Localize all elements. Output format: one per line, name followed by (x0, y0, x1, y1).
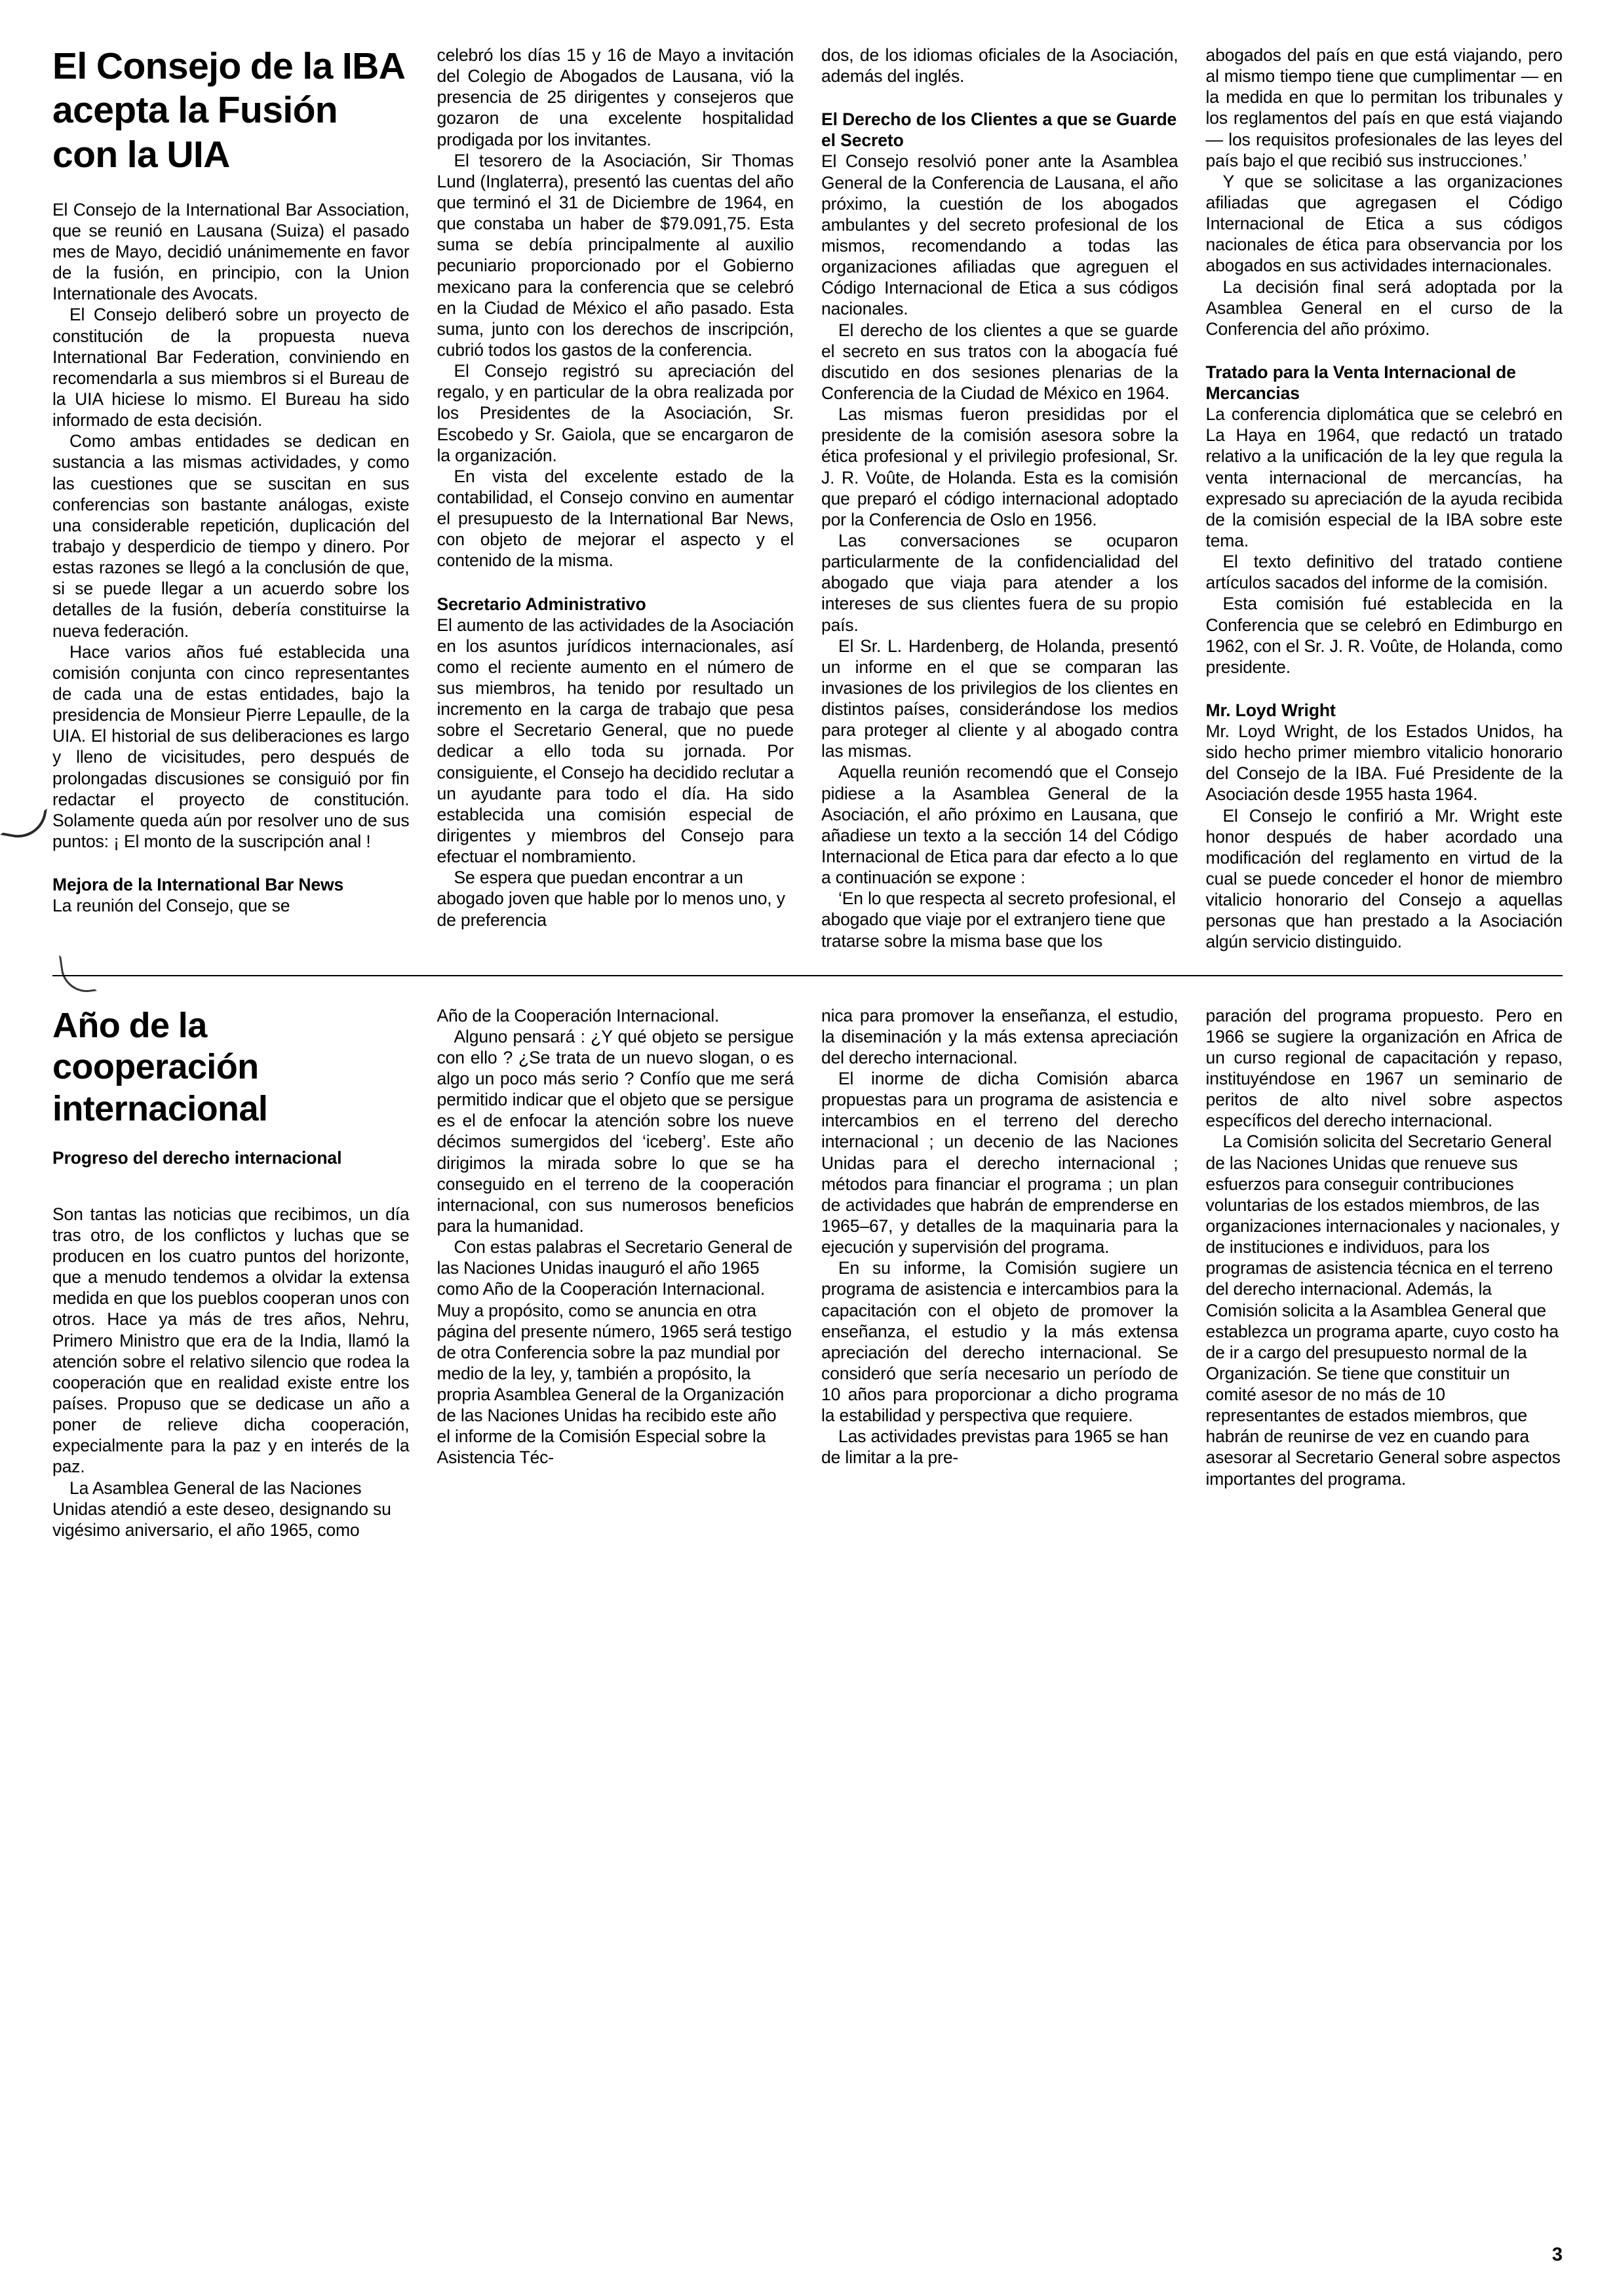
paragraph: El texto definitivo del tratado contiene artículos sacados del informe de la comisión. (1205, 552, 1563, 593)
article1-headline: El Consejo de la IBA acepta la Fusión con la UIA (52, 45, 404, 176)
subheading-secretario-administrativo: Secretario Administrativo (437, 594, 646, 614)
article1-column-4 (1206, 45, 1563, 953)
paragraph: El tesorero de la Asociación, Sir Thomas Lund (Inglaterra), presentó las cuentas del año que terminó el 31 de Diciembre de 1964, en que constaba un haber de $79.091,75. Esta suma se debía principalmente al auxilio pecuniario proporcionado por el Gobierno mexicano para la conferencia que se celebró en la Ciudad de México el año pasado. Esta suma, junto con los derechos de inscripción, cubrió todos los gastos de la conferencia. (437, 150, 794, 360)
paragraph: Son tantas las noticias que recibimos, un día tras otro, de los conflictos y luchas que se producen en los cuatro puntos del horizonte, que a menudo tendemos a olvidar la extensa medida en que los pueblos cooperan unos con otros. Hace ya más de tres años, Nehru, Primero Ministro que era de la India, llamó la atención sobre el relativo silencio que rodea la cooperación que en realidad existe entre los países. Propuso que se dedicase un año a poner de relieve dicha cooperación, expecialmente para la paz y en interés de la paz. (52, 1204, 410, 1477)
article-ano-cooperacion-internacional (52, 1005, 1563, 1540)
article2-column-3 (821, 1005, 1178, 1468)
paragraph: Hace varios años fué establecida una comisión conjunta con cinco representantes de cada una de estas entidades, bajo la presidencia de Monsieur Pierre Lepaulle, de la UIA. El historial de sus deliberaciones es largo y lleno de vicisitudes, pero después de prolongadas discusiones se consiguió por fin redactar el proyecto de constitución. Solamente queda aún por resolver uno de sus puntos: ¡ El monto de la suscripción anal ! (52, 641, 410, 851)
paragraph: ‘En lo que respecta al secreto profesional, el abogado que viaje por el extranjero tiene que tratarse sobre la misma base que los (821, 889, 1176, 951)
paragraph: dos, de los idiomas oficiales de la Asociación, además del inglés. (821, 45, 1178, 86)
paragraph: Se espera que puedan encontrar a un abogado joven que hable por lo menos uno, y de preferencia (437, 868, 785, 930)
paragraph: El Consejo deliberó sobre un proyecto de constitución de la propuesta nueva International Bar Federation, conviniendo en recomendarla a sus miembros si el Bureau de la UIA hiciese lo mismo. El Bureau ha sido informado de esta decisión. (52, 305, 410, 430)
paragraph: La reunión del Consejo, que se (52, 896, 290, 916)
paragraph: Esta comisión fué establecida en la Conferencia que se celebró en Edimburgo en 1962, con el Sr. J. R. Voûte, de Holanda, como presidente. (1205, 594, 1563, 677)
article1-column-2 (437, 45, 794, 930)
paragraph: Como ambas entidades se dedican en sustancia a las mismas actividades, y como las cuestiones que se suscitan en sus conferencias son bastante análogas, existe una considerable repetición, duplicación del trabajo y desperdicio de tiempo y dinero. Por estas razones se llegó a la conclusión de que, si se puede llegar a un acuerdo sobre los detalles de la fusión, debería constituirse la nueva federación. (52, 431, 410, 641)
paragraph: La Asamblea General de las Naciones Unidas atendió a este deseo, designando su vigésimo aniversario, el año 1965, como (52, 1478, 391, 1540)
horizontal-rule (52, 975, 1563, 976)
article2-deck: Progreso del derecho internacional (52, 1147, 342, 1168)
paragraph: nica para promover la enseñanza, el estudio, la diseminación y la más extensa apreciación del derecho internacional. (821, 1005, 1178, 1067)
article1-column-3 (821, 45, 1178, 951)
article2-column-2 (437, 1005, 794, 1468)
paragraph: Año de la Cooperación Internacional. (437, 1005, 720, 1025)
paragraph: Las actividades previstas para 1965 se han de limitar a la pre- (821, 1426, 1169, 1468)
paragraph: La conferencia diplomática que se celebró en La Haya en 1964, que redactó un tratado relativo a la unificación de la ley que regula la venta internacional de mercancías, ha expresado su apreciación de la ayuda recibida de la comisión especial de la IBA sobre este tema. (1205, 404, 1563, 550)
paragraph: Las mismas fueron presididas por el presidente de la comisión asesora sobre la ética profesional y el privilegio profesional, Sr. J. R. Voûte, de Holanda. Esta es la comisión que preparó el código internacional adoptado por la Conferencia de Oslo en 1956. (821, 404, 1178, 529)
article2-column-4 (1206, 1005, 1563, 1489)
paragraph: celebró los días 15 y 16 de Mayo a invitación del Colegio de Abogados de Lausana, vió la presencia de 25 dirigentes y consejeros que gozaron de una excelente hospitalidad prodigada por los invitantes. (437, 45, 794, 149)
page-number: 3 (1551, 2244, 1563, 2265)
paragraph: Con estas palabras el Secretario General de las Naciones Unidas inauguró el año 1965 como Año de la Cooperación Internacional. Muy a propósito, como se anuncia en otra página del presente número, 1965 será testigo de otra Conferencia sobre la paz mundial por medio de la ley, y, también a propósito, la propria Asamblea General de la Organización de las Naciones Unidas ha recibido este año el informe de la Comisión Especial sobre la Asistencia Téc- (437, 1237, 792, 1468)
article2-column-1 (52, 1005, 410, 1540)
paragraph: El Consejo resolvió poner ante la Asamblea General de la Conferencia de Lausana, el año próximo, la cuestión de los abogados ambulantes y del secreto profesional de los mismos, recomendando a todas las organizaciones afiliadas que agreguen el Código Internacional de Etica a sus códigos nacionales. (821, 151, 1178, 319)
paragraph: El Consejo le confirió a Mr. Wright este honor después de haber acordado una modificación del reglamento en virtud de la cual se puede conceder el honor de miembro vitalicio honorario del Consejo a aquellas personas que han prestado a la Asociación algún servicio distinguido. (1205, 805, 1563, 952)
paragraph: abogados del país en que está viajando, pero al mismo tiempo tiene que cumplimentar — en la medida en que lo permitan los tribunales y los reglamentos del país en que está viajando — los requisitos profesionales de las leyes del país bajo el que recibió sus instrucciones.’ (1205, 45, 1563, 170)
subheading-mr-loyd-wright: Mr. Loyd Wright (1205, 700, 1336, 720)
subheading-mejora-international-bar-news: Mejora de la International Bar News (52, 875, 344, 895)
article-iba-uia-fusion (52, 45, 1563, 953)
paragraph: La decisión final será adoptada por la Asamblea General en el curso de la Conferencia del año próximo. (1205, 277, 1563, 339)
paragraph: En vista del excelente estado de la contabilidad, el Consejo convino en aumentar el presupuesto de la International Bar News, con objeto de mejorar el aspecto y el contenido de la misma. (437, 466, 794, 571)
subheading-derecho-de-los-clientes: El Derecho de los Clientes a que se Guarde el Secreto (821, 109, 1177, 151)
subheading-tratado-venta-internacional: Tratado para la Venta Internacional de Mercancias (1205, 362, 1516, 404)
paragraph: Y que se solicitase a las organizaciones afiliadas que agregasen el Código Internacional de Etica a sus códigos nacionales de ética para observancia por los abogados en sus actividades internacionales. (1205, 171, 1563, 276)
paragraph: Aquella reunión recomendó que el Consejo pidiese a la Asamblea General de la Asociación, el año próximo en Lausana, que añadiese un texto a la sección 14 del Código Internacional de Etica para dar efecto a lo que a continuación se expone : (821, 762, 1178, 888)
paragraph: El Consejo registró su apreciación del regalo, y en particular de la obra realizada por los Presidentes de la Asociación, Sr. Escobedo y Sr. Gaiola, que se encargaron de la organización. (437, 361, 794, 465)
article2-headline: Año de la cooperación internacional (52, 1005, 268, 1128)
paragraph: El Consejo de la International Bar Association, que se reunió en Lausana (Suiza) el pasado mes de Mayo, decidió unánimemente en favor de la fusión, en principio, con la Union Internationale des Avocats. (52, 199, 410, 304)
paragraph: El aumento de las actividades de la Asociación en los asuntos jurídicos internacionales, así como el reciente aumento en el número de sus miembros, ha tenido por resultado un incremento en la carga de trabajo que pesa sobre el Secretario General, que no puede dedicar a ello toda su jornada. Por consiguiente, el Consejo ha decidido reclutar a un ayudante para todo el día. Ha sido establecida una comisión especial de dirigentes y miembros del Consejo para efectuar el nombramiento. (437, 615, 794, 867)
paragraph: El derecho de los clientes a que se guarde el secreto en sus tratos con la abogacía fué discutido en dos sesiones plenarias de la Conferencia de la Ciudad de México en 1964. (821, 320, 1178, 403)
scan-artifact-curve-icon (0, 801, 47, 842)
paragraph: Las conversaciones se ocuparon particularmente de la confidencialidad del abogado que viaja para atender a los intereses de sus clientes fuera de su propio país. (821, 530, 1178, 635)
paragraph: El inorme de dicha Comisión abarca propuestas para un programa de asistencia e intercambios en el terreno del derecho internacional ; un decenio de las Naciones Unidas para el derecho internacional ; métodos para financiar el programa ; un plan de actividades que habrán de emprenderse en 1965–67, y detalles de la maquinaria para la ejecución y supervisión del programa. (821, 1068, 1178, 1257)
paragraph: El Sr. L. Hardenberg, de Holanda, presentó un informe en el que se comparan las invasiones de los privilegios de los clientes en distintos países, considerándose los medios para proteger al cliente y al abogado contra las mismas. (821, 636, 1178, 761)
scan-artifact-mark-icon (59, 950, 97, 995)
paragraph: En su informe, la Comisión sugiere un programa de asistencia e intercambios para la capacitación con el objeto de promover la enseñanza, el estudio y la más extensa apreciación del derecho internacional. Se consideró que sería necesario un período de 10 años para proporcionar a dicho programa la estabilidad y perspectiva que requiere. (821, 1258, 1178, 1426)
article-separator (52, 975, 1563, 976)
article1-column-1 (52, 45, 410, 916)
paragraph: La Comisión solicita del Secretario General de las Naciones Unidas que renueve sus esfuerzos para conseguir contribuciones voluntarias de los estados miembros, de las organizaciones internacionales y nacionales, y de instituciones e individuos, para los programas de asistencia técnica en el terreno del derecho internacional. Además, la Comisión solicita a la Asamblea General que establezca un programa aparte, cuyo costo ha de ir a cargo del presupuesto normal de la Organización. Se tiene que constituir un comité asesor de no más de 10 representantes de estados miembros, que habrán de reunirse de vez en cuando para asesorar al Secretario General sobre aspectos importantes del programa. (1205, 1132, 1561, 1489)
paragraph: Mr. Loyd Wright, de los Estados Unidos, ha sido hecho primer miembro vitalicio honorario del Consejo de la IBA. Fué Presidente de la Asociación desde 1955 hasta 1964. (1205, 721, 1563, 805)
paragraph: paración del programa propuesto. Pero en 1966 se sugiere la organización en Africa de un curso regional de capacitación y repaso, instituyéndose en 1967 un seminario de peritos de alto nivel sobre aspectos específicos del derecho internacional. (1205, 1005, 1563, 1131)
paragraph: Alguno pensará : ¿Y qué objeto se persigue con ello ? ¿Se trata de un nuevo slogan, o es algo un poco más serio ? Confío que me será permitido indicar que el objeto que se persigue es el de enfocar la atención sobre los nueve décimos sumergidos del ‘iceberg’. Este año dirigimos la mirada sobre lo que se ha conseguido en el terreno de la cooperación internacional, con sus numerosos beneficios para la humanidad. (437, 1026, 794, 1236)
